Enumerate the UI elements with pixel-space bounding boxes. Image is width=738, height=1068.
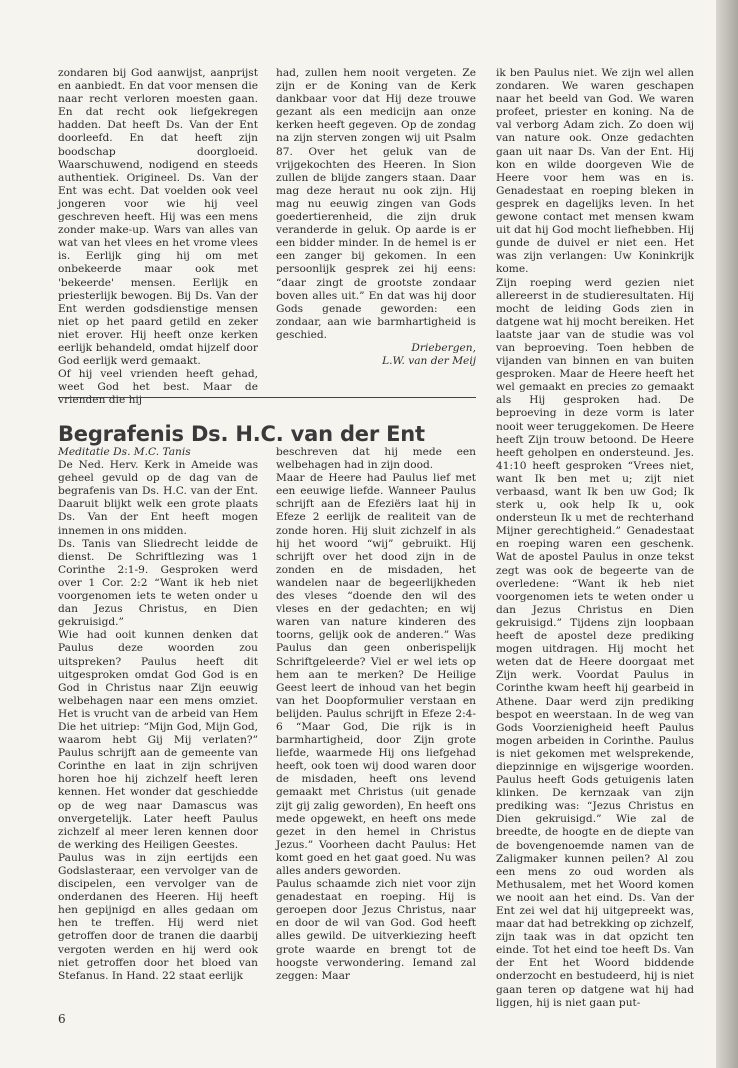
byline: Meditatie Ds. M.C. Tanis bbox=[58, 446, 191, 458]
paragraph: ik ben Paulus niet. We zijn wel allen zondaren. We waren geschapen naar het beeld van God. We waren profeet, priester en koning. Na de val verborg Adam zich. Zo doen wij van nature ook. Onze gedachten gaan uit naar Ds. Van der Ent. Hij kon en wilde doorgeven Wie de Heere voor hem was en is. Genadestaat en roeping bleken in gesprek en dagelijks leven. In het gewone contact met mensen kwam uit dat hij God mocht liefhebben. Hij gunde de duivel er niet een. Het was zijn verlangen: Uw Koninkrijk kome. bbox=[496, 67, 694, 276]
article-column-2 bbox=[276, 446, 476, 983]
paragraph: Paulus was in zijn eertijds een Godslasteraar, een vervolger van de discipelen, een vervolger van de onderdanen des Heeren. Hij heeft hen gepijnigd en alles gedaan om hen te treffen. Hij werd niet getroffen door de tranen die daarbij vergoten werden en hij werd ook niet getroffen door het bloed van Stefanus. In Hand. 22 staat eerlijk bbox=[58, 851, 258, 982]
paragraph: Zijn roeping werd gezien niet allereerst in de studieresultaten. Hij mocht de leiding Gods zien in datgene wat hij mocht bereiken. Het laatste jaar van de studie was vol van beproeving. Toen hebben de vijanden van binnen en van buiten gesproken. Maar de Heere heeft het wel gemaakt en precies zo gemaakt als Hij gesproken had. De beproeving in deze vorm is later nooit weer teruggekomen. De Heere heeft Zijn trouw betoond. De Heere heeft geholpen en ondersteund. Jes. 41:10 heeft gesproken “Vrees niet, want Ik ben met u; zijt niet verbaasd, want Ik ben uw God; Ik sterk u, ook help Ik u, ook ondersteun Ik u met de rechterhand Mijner gerechtigheid.” Genadestaat en roeping waren een geschenk. Wat de apostel Paulus in onze tekst zegt was ook de begeerte van de overledene: “Want ik heb niet voorgenomen iets te weten onder u dan Jezus Christus en Dien gekruisigd.” Tijdens zijn loopbaan heeft de apostel deze prediking mogen uitdragen. Hij mocht het weten dat de Heere doorgaat met Zijn werk. Voordat Paulus in Corinthe kwam heeft hij gearbeid in Athene. Daar werd zijn prediking bespot en weerstaan. In de weg van Gods Voorzienigheid heeft Paulus mogen arbeiden in Corinthe. Paulus is niet gekomen met welsprekende, diepzinnige en wijsgerige woorden. Paulus heeft Gods getuigenis laten klinken. De kernzaak van zijn prediking was: “Jezus Christus en Dien gekruisigd.” Wie zal de breedte, de hoogte en de diepte van de bovengenoemde namen van de Zaligmaker kunnen peilen? Al zou een mens zo oud worden als Methusalem, met het Woord komen we nooit aan het eind. Ds. Van der Ent zei wel dat hij uitgepreekt was, maar dat had betrekking op zichzelf, zijn taak was in dat opzicht ten einde. Tot het eind toe heeft Ds. Van der Ent het Woord biddende onderzocht en bestudeerd, hij is niet gaan teren op datgene wat hij had liggen, hij is niet gaan put- bbox=[496, 276, 694, 1009]
page-edge-shadow bbox=[716, 0, 738, 1068]
paragraph: zondaren bij God aanwijst, aanprijst en aanbiedt. En dat voor mensen die naar recht verloren moesten gaan. En dat recht ook liefgekregen hadden. Dat heeft Ds. Van der Ent doorleefd. En dat heeft zijn boodschap doorgloeid. Waarschuwend, nodigend en steeds authentiek. Origineel. Ds. Van der Ent was echt. Dat voelden ook veel jongeren voor wie hij veel geschreven heeft. Hij was een mens zonder make-up. Wars van alles van wat van het vlees en het vrome vlees is. Eerlijk ging hij om met onbekeerde maar ook met 'bekeerde' mensen. Eerlijk en priesterlijk bewogen. Bij Ds. Van der Ent werden godsdienstige mensen niet op het paard getild en zeker niet erover. Hij heeft onze kerken eerlijk behandeld, omdat hijzelf door God eerlijk werd gemaakt. bbox=[58, 67, 258, 368]
article-title: Begrafenis Ds. H.C. van der Ent bbox=[58, 422, 425, 447]
paragraph: De Ned. Herv. Kerk in Ameide was geheel gevuld op de dag van de begrafenis van Ds. H.C. van der Ent. Daaruit blijkt welk een grote plaats Ds. Van der Ent heeft mogen innemen in ons midden. bbox=[58, 459, 258, 537]
signature-name: L.W. van der Meij bbox=[382, 355, 476, 368]
top-article-column-1 bbox=[58, 67, 258, 407]
paragraph: Of hij veel vrienden heeft gehad, weet God het best. Maar de vrienden die hij bbox=[58, 368, 258, 407]
paragraph: had, zullen hem nooit vergeten. Ze zijn er de Koning van de Kerk dankbaar voor dat Hij deze trouwe gezant als een medicijn aan onze kerken heeft gegeven. Op de zondag na zijn sterven zongen wij uit Psalm 87. Over het geluk van de vrijgekochten des Heeren. In Sion zullen de blijde zangers staan. Daar mag deze heraut nu ook zijn. Hij mag nu eeuwig zingen van Gods goedertierenheid, die zijn druk veranderde in geluk. Op aarde is er een bidder minder. In de hemel is er een zanger bij gekomen. In een persoonlijk gesprek zei hij eens: “daar zingt de grootste zondaar boven alles uit.” En dat was hij door Gods genade geworden: een zondaar, aan wie barmhartigheid is geschied. bbox=[276, 67, 476, 341]
paragraph: Wie had ooit kunnen denken dat Paulus deze woorden zou uitspreken? Paulus heeft dit uitgesproken omdat God God is en God in Christus naar Zijn eeuwig welbehagen naar een mens omziet. Het is vrucht van de arbeid van Hem Die het uitriep: “Mijn God, Mijn God, waarom hebt Gij Mij verlaten?” Paulus schrijft aan de gemeente van Corinthe en laat in zijn schrijven horen hoe hij zichzelf heeft leren kennen. Het wonder dat geschiedde op de weg naar Damascus was onvergetelijk. Later heeft Paulus zichzelf al meer leren kennen door de werking des Heiligen Geestes. bbox=[58, 629, 258, 851]
paragraph: Paulus schaamde zich niet voor zijn genadestaat en roeping. Hij is geroepen door Jezus Christus, naar en door de wil van God. God heeft alles gewild. De uitverkiezing heeft grote waarde en brengt tot de hoogste verwondering. Iemand zal zeggen: Maar bbox=[276, 878, 476, 982]
paragraph: beschreven dat hij mede een welbehagen had in zijn dood. bbox=[276, 446, 476, 472]
top-article-column-2 bbox=[276, 67, 476, 368]
signature-place: Driebergen, bbox=[411, 341, 476, 354]
article-column-3 bbox=[496, 67, 694, 1010]
section-divider bbox=[58, 397, 476, 398]
page-number: 6 bbox=[58, 1012, 66, 1026]
article-column-1 bbox=[58, 446, 258, 983]
paragraph: Ds. Tanis van Sliedrecht leidde de dienst. De Schriftlezing was 1 Corinthe 2:1-9. Gesproken werd over 1 Cor. 2:2 “Want ik heb niet voorgenomen iets te weten onder u dan Jezus Christus, en Dien gekruisigd.” bbox=[58, 537, 258, 629]
paragraph: Maar de Heere had Paulus lief met een eeuwige liefde. Wanneer Paulus schrijft aan de Efeziërs laat hij in Efeze 2 eerlijk de realiteit van de zonde horen. Hij sluit zichzelf in als hij het woord “wij” gebruikt. Hij schrijft over het dood zijn in de zonden en de misdaden, het wandelen naar de begeerlijkheden des vleses “doende den wil des vleses en der gedachten; en wij waren van nature kinderen des toorns, gelijk ook de anderen.” Was Paulus dan geen onberispelijk Schriftgeleerde? Viel er wel iets op hem aan te merken? De Heilige Geest leert de inhoud van het begin van het Doopformulier verstaan en belijden. Paulus schrijft in Efeze 2:4-6 “Maar God, Die rijk is in barmhartigheid, door Zijn grote liefde, waarmede Hij ons liefgehad heeft, ook toen wij dood waren door de misdaden, heeft ons levend gemaakt met Christus (uit genade zijt gij zalig geworden), En heeft ons mede opgewekt, en heeft ons mede gezet in den hemel in Christus Jezus.” Voorheen dacht Paulus: Het komt goed en het gaat goed. Nu was alles anders geworden. bbox=[276, 472, 476, 877]
